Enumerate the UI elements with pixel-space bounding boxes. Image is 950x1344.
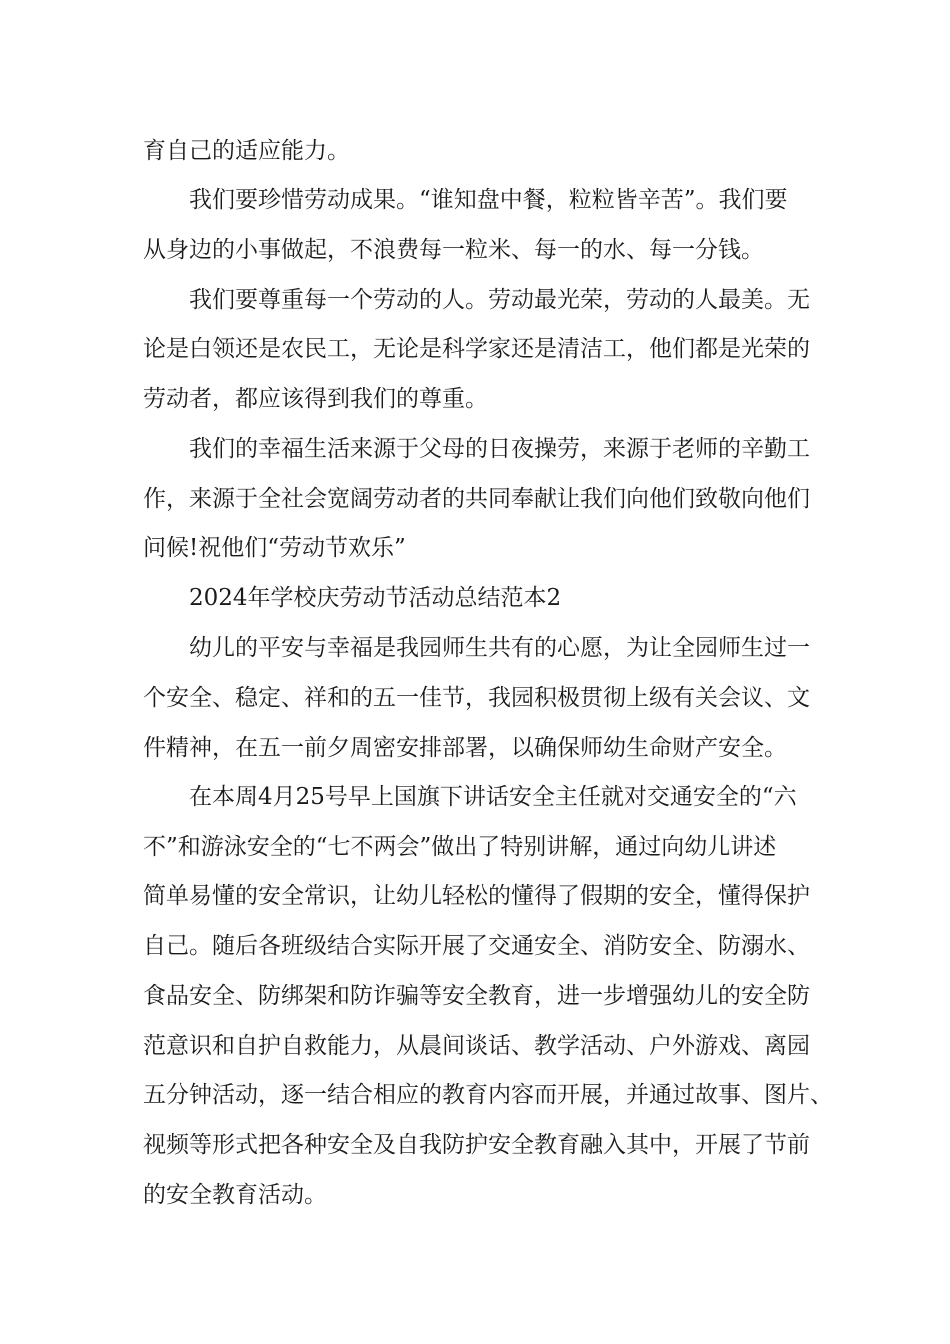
text-line: 论是白领还是农民工，无论是科学家还是清洁工，他们都是光荣的: [143, 336, 810, 362]
paragraph-first-line: 我们要珍惜劳动成果。“谁知盘中餐，粒粒皆辛苦”。我们要: [189, 187, 788, 213]
section-title: 2024年学校庆劳动节活动总结范本2: [189, 585, 562, 611]
text-line: 件精神，在五一前夕周密安排部署，以确保师幼生命财产安全。: [143, 735, 787, 761]
text-line: 育自己的适应能力。: [143, 138, 350, 164]
paragraph-first-line: 在本周4月25号早上国旗下讲话安全主任就对交通安全的“六: [189, 784, 797, 810]
text-line: 问候!祝他们“劳动节欢乐”: [143, 535, 406, 561]
text-line: 劳动者，都应该得到我们的尊重。: [143, 386, 488, 412]
text-line: 作，来源于全社会宽阔劳动者的共同奉献让我们向他们致敬向他们: [143, 486, 810, 512]
paragraph-first-line: 我们要尊重每一个劳动的人。劳动最光荣，劳动的人最美。无: [189, 287, 810, 313]
text-line: 自己。随后各班级结合实际开展了交通安全、消防安全、防溺水、: [143, 933, 810, 959]
text-line: 从身边的小事做起，不浪费每一粒米、每一的水、每一分钱。: [143, 237, 764, 263]
text-line: 范意识和自护自救能力，从晨间谈话、教学活动、户外游戏、离园: [143, 1033, 810, 1059]
paragraph-first-line: 我们的幸福生活来源于父母的日夜操劳，来源于老师的辛勤工: [189, 436, 810, 462]
text-line: 个安全、稳定、祥和的五一佳节，我园积极贯彻上级有关会议、文: [143, 685, 810, 711]
text-line: 的安全教育活动。: [143, 1182, 327, 1208]
text-line: 简单易懂的安全常识，让幼儿轻松的懂得了假期的安全，懂得保护: [143, 883, 810, 909]
text-line: 食品安全、防绑架和防诈骗等安全教育，进一步增强幼儿的安全防: [143, 983, 810, 1009]
text-line: 五分钟活动，逐一结合相应的教育内容而开展，并通过故事、图片、: [143, 1082, 833, 1108]
text-line: 不”和游泳安全的“七不两会”做出了特别讲解，通过向幼儿讲述: [143, 834, 777, 860]
paragraph-first-line: 幼儿的平安与幸福是我园师生共有的心愿，为让全园师生过一: [189, 635, 810, 661]
text-line: 视频等形式把各种安全及自我防护安全教育融入其中，开展了节前: [143, 1132, 810, 1158]
